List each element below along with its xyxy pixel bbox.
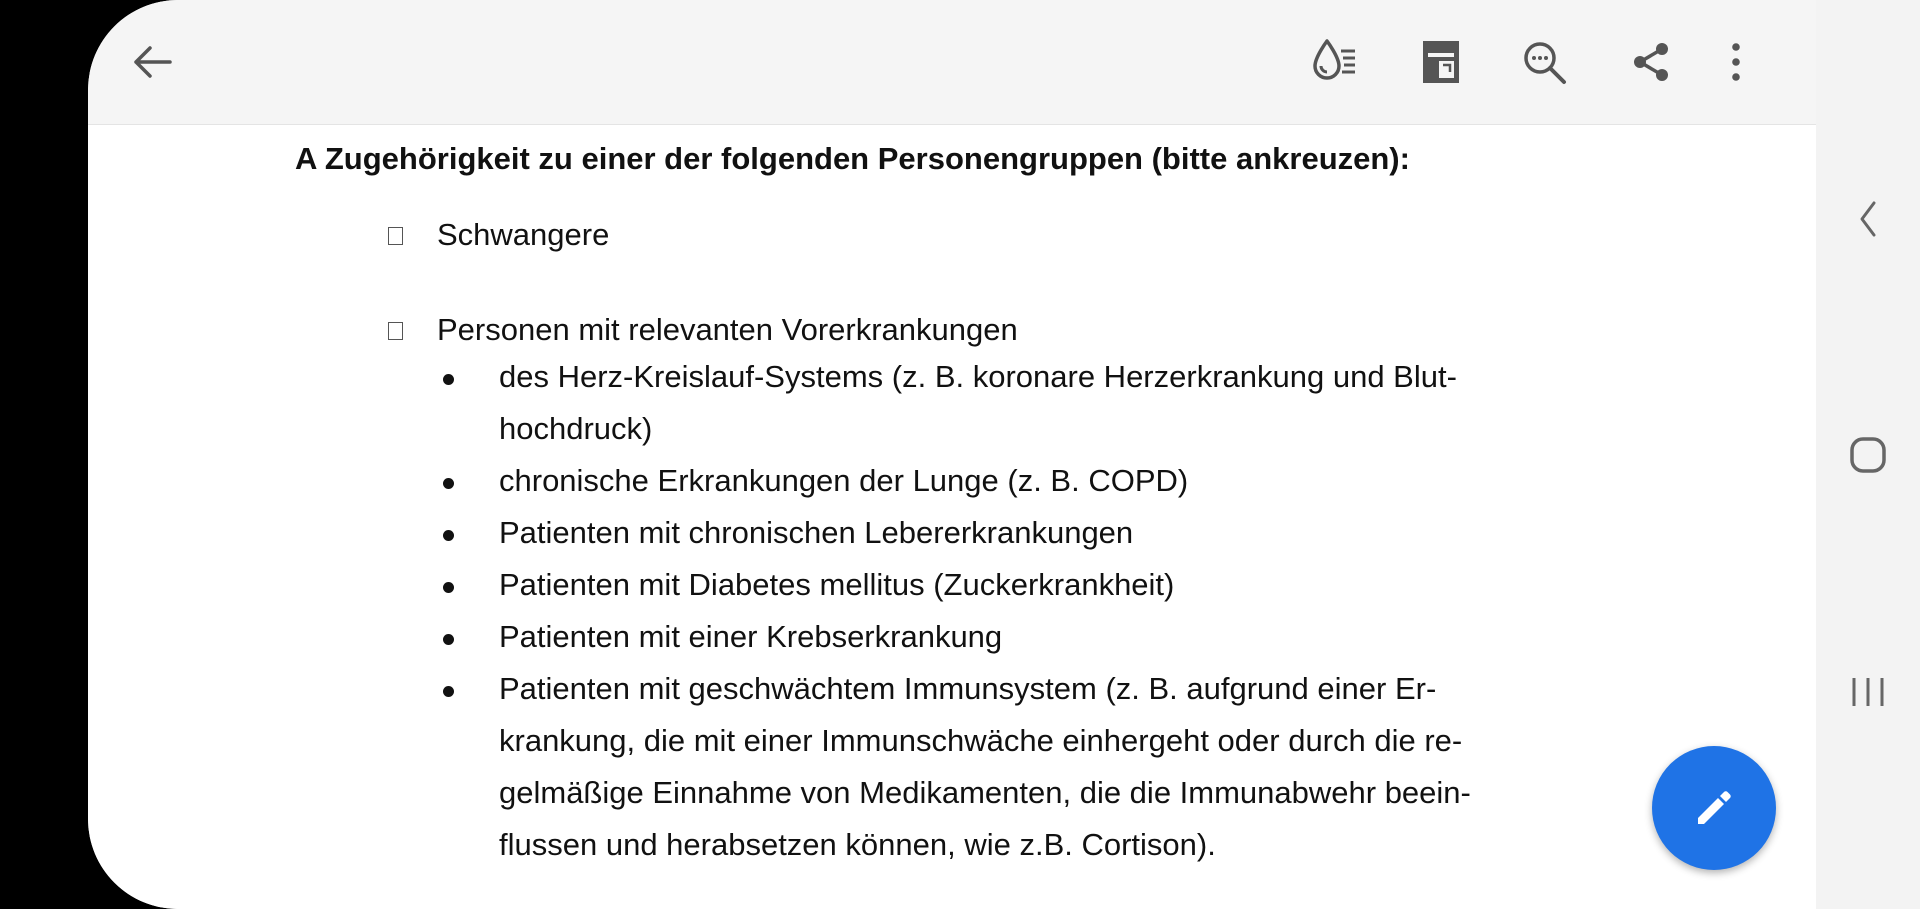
more-vert-icon — [1730, 40, 1742, 84]
bullet-icon — [443, 478, 454, 489]
list-item-continuation — [443, 819, 1471, 871]
list-item — [443, 455, 1471, 507]
checkbox-row-vorerkrankungen — [388, 312, 1018, 348]
list-item-text: krankung, die mit einer Immunschwäche einhergeht oder durch die re- — [499, 723, 1463, 758]
checkbox[interactable] — [388, 322, 403, 340]
nav-home-button[interactable] — [1838, 425, 1898, 485]
search-button[interactable] — [1512, 30, 1576, 94]
checkbox-row-schwangere — [388, 217, 609, 253]
list-item-text: hochdruck) — [499, 411, 653, 446]
checkbox[interactable] — [388, 227, 403, 245]
search-icon — [1520, 38, 1568, 86]
more-options-button[interactable] — [1704, 30, 1768, 94]
nav-recents-button[interactable] — [1838, 662, 1898, 722]
arrow-left-icon — [130, 44, 174, 80]
back-button[interactable] — [120, 30, 184, 94]
bullet-icon — [443, 582, 454, 593]
nav-home-icon — [1848, 435, 1888, 475]
list-item-text: Patienten mit einer Krebserkrankung — [499, 619, 1003, 654]
list-item — [443, 663, 1471, 715]
page-layout-button[interactable] — [1409, 30, 1473, 94]
list-item-text: flussen und herabsetzen können, wie z.B. Cortison). — [499, 827, 1216, 862]
share-button[interactable] — [1619, 30, 1683, 94]
list-item — [443, 611, 1471, 663]
bullet-icon — [443, 374, 454, 385]
list-item-text: Patienten mit Diabetes mellitus (Zuckerkrankheit) — [499, 567, 1175, 602]
document-page — [88, 125, 1816, 909]
list-item — [443, 351, 1471, 403]
reflow-text-icon — [1307, 35, 1361, 89]
list-item — [443, 559, 1471, 611]
condition-list — [443, 351, 1471, 871]
share-icon — [1628, 39, 1674, 85]
checkbox-label: Schwangere — [437, 217, 610, 252]
bullet-icon — [443, 530, 454, 541]
list-item-text: Patienten mit chronischen Lebererkrankungen — [499, 515, 1134, 550]
bullet-icon — [443, 686, 454, 697]
checkbox-label: Personen mit relevanten Vorerkrankungen — [437, 312, 1018, 347]
list-item-text: chronische Erkrankungen der Lunge (z. B. COPD) — [499, 463, 1189, 498]
edit-pencil-icon — [1690, 784, 1738, 832]
section-heading: A Zugehörigkeit zu einer der folgenden Personengruppen (bitte ankreuzen): — [295, 141, 1410, 176]
list-item-text: des Herz-Kreislauf-Systems (z. B. koronare Herzerkrankung und Blut- — [499, 359, 1457, 394]
edit-fab-button[interactable] — [1652, 746, 1776, 870]
list-item-continuation — [443, 715, 1471, 767]
top-toolbar — [88, 0, 1816, 125]
page-layout-icon — [1419, 37, 1463, 87]
nav-back-icon — [1856, 199, 1880, 239]
list-item-text: gelmäßige Einnahme von Medikamenten, die die Immunabwehr beein- — [499, 775, 1471, 810]
system-navigation-bar — [1816, 0, 1920, 909]
nav-back-button[interactable] — [1838, 189, 1898, 249]
bullet-icon — [443, 634, 454, 645]
nav-recents-icon — [1848, 674, 1888, 710]
list-item — [443, 507, 1471, 559]
pdf-viewer-screen — [88, 0, 1816, 909]
list-item-continuation — [443, 767, 1471, 819]
reflow-text-button[interactable] — [1302, 30, 1366, 94]
list-item-continuation — [443, 403, 1471, 455]
list-item-text: Patienten mit geschwächtem Immunsystem (z. B. aufgrund einer Er- — [499, 671, 1437, 706]
